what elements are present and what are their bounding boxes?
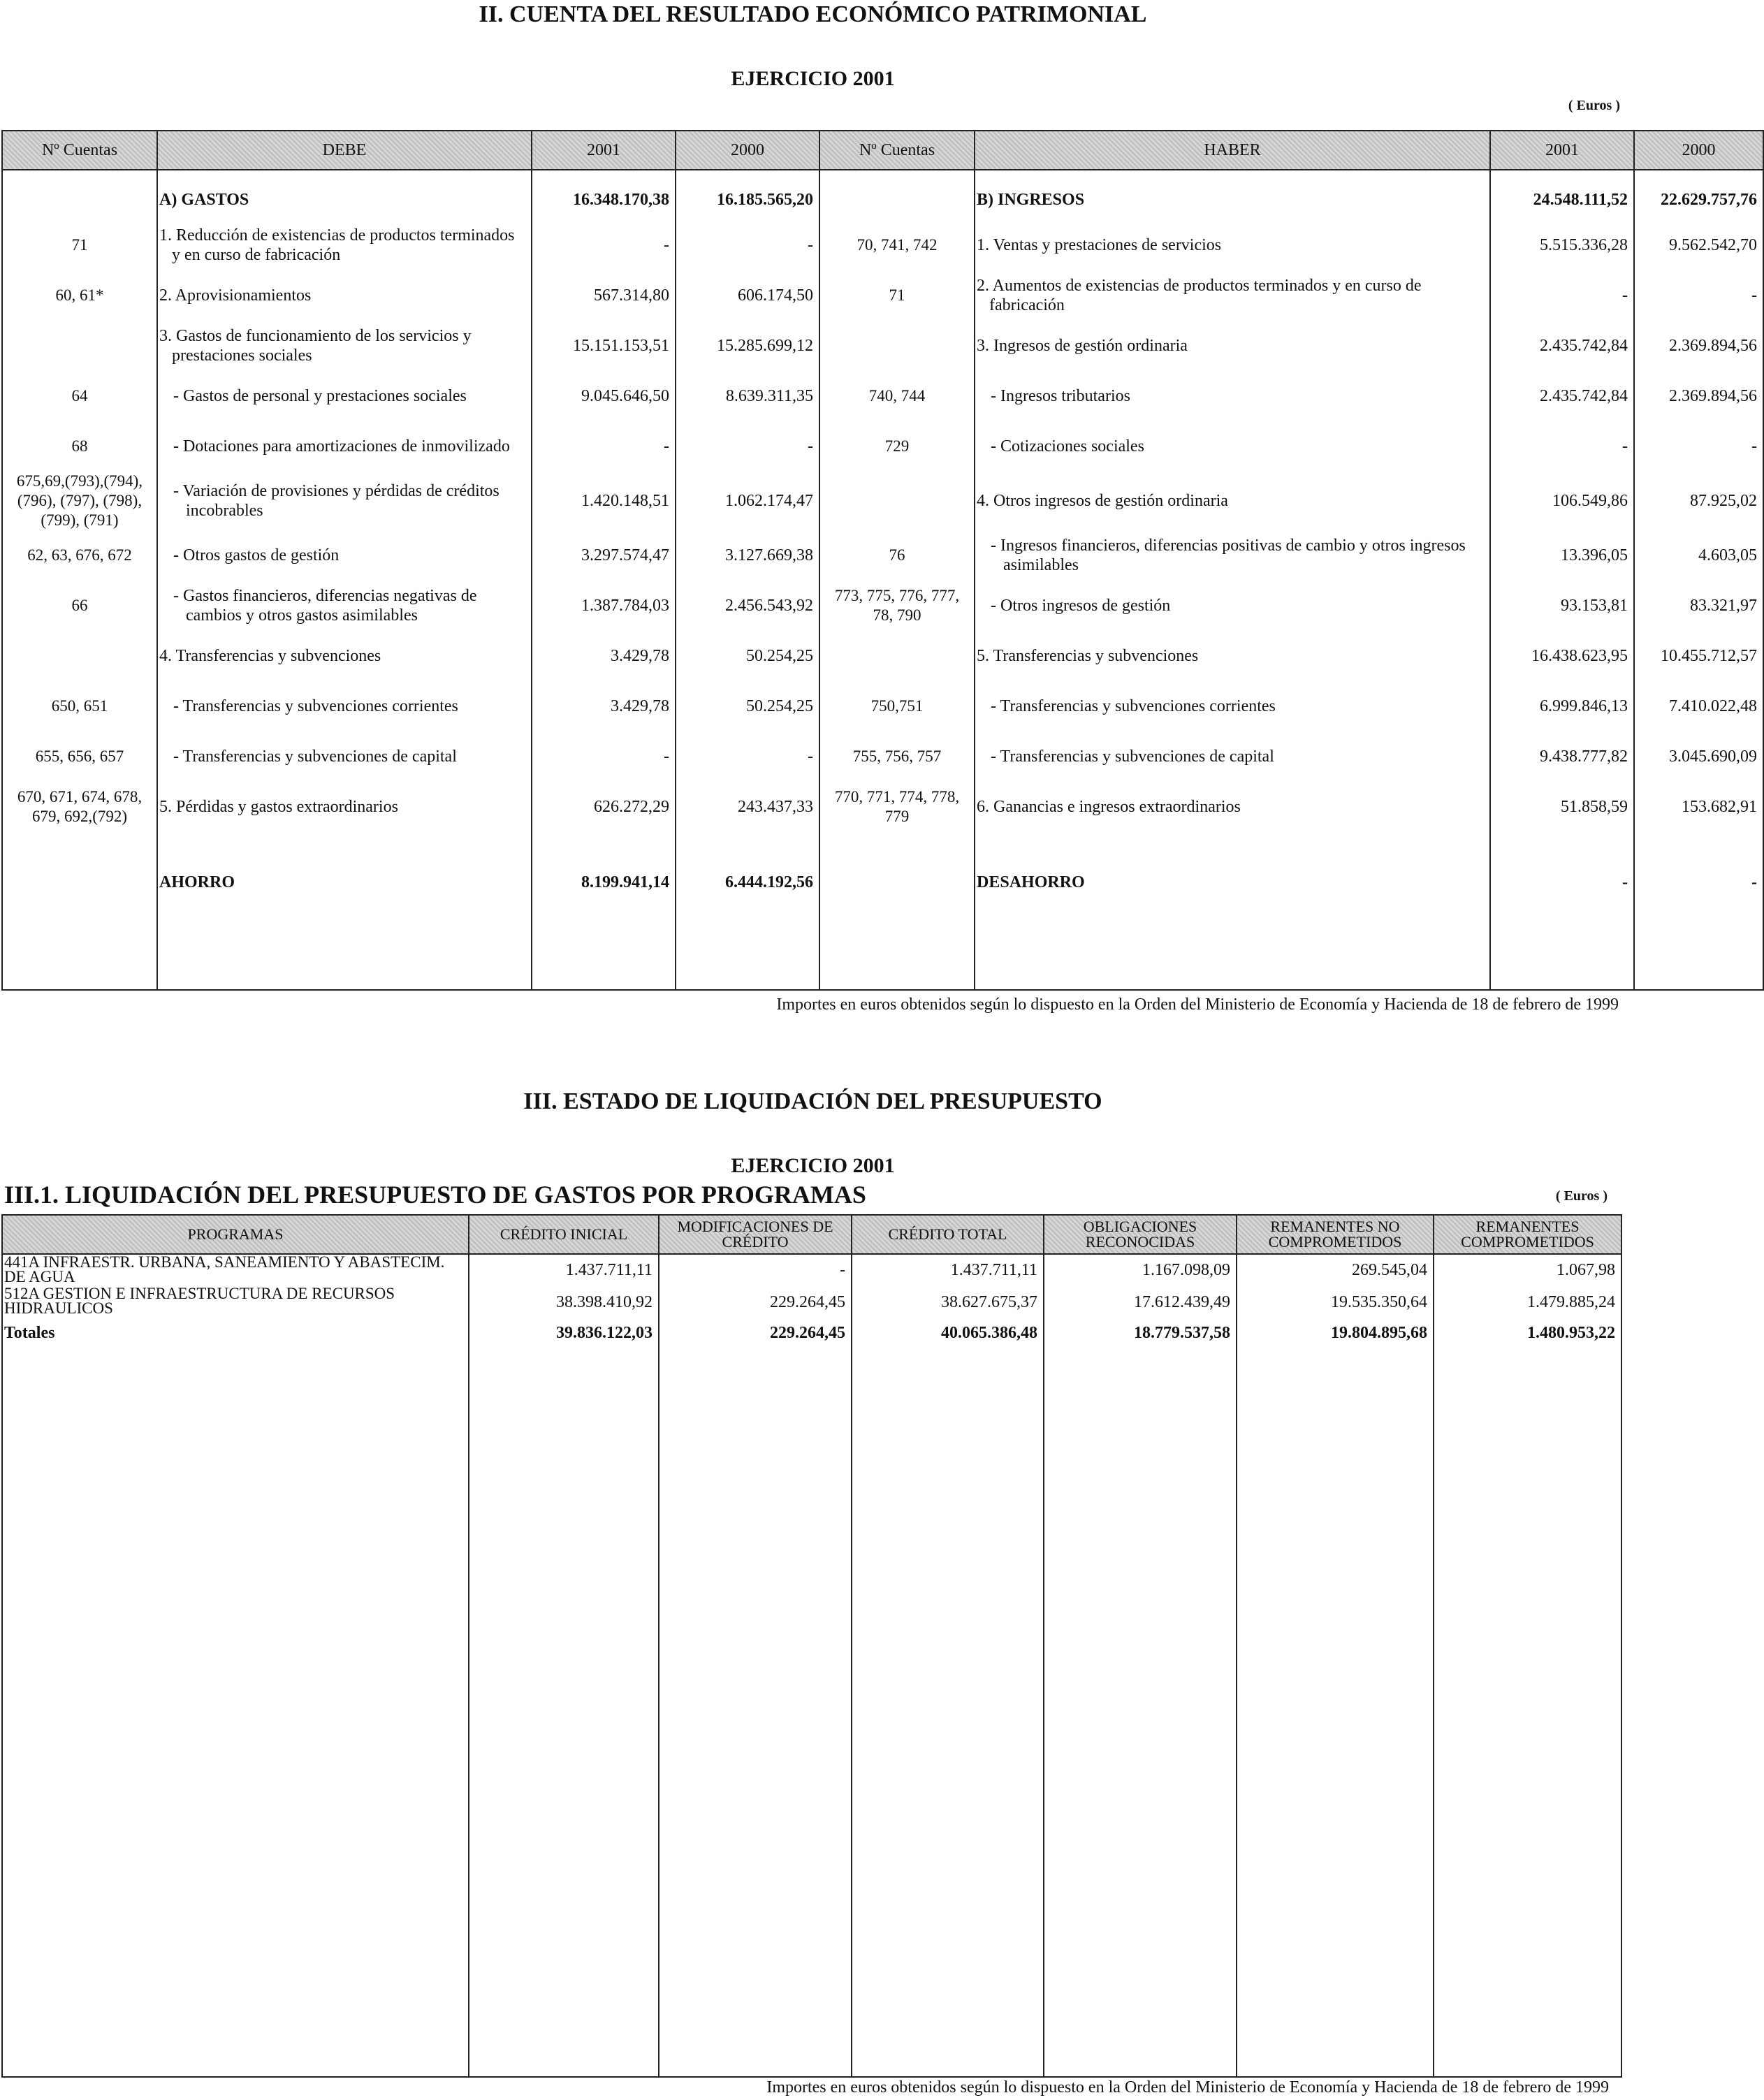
cuentas-debe-cell: 670, 671, 674, 678, 679, 692,(792) (2, 782, 157, 832)
debe-label-cell: 4. Transferencias y subvenciones (157, 631, 532, 681)
cuentas-haber-cell: 770, 771, 774, 778, 779 (819, 782, 975, 832)
debe-2000-cell: - (676, 220, 819, 270)
debe-2001-cell: 3.429,78 (532, 631, 676, 681)
header-credito-inicial: CRÉDITO INICIAL (469, 1215, 659, 1254)
resultado-header-row (2, 131, 1763, 170)
debe-2001-cell: 567.314,80 (532, 270, 676, 321)
debe-2000-cell: - (676, 731, 819, 782)
haber-label-cell: B) INGRESOS (975, 180, 1490, 220)
header-debe: DEBE (157, 131, 532, 170)
debe-label-cell: AHORRO (157, 832, 532, 933)
programa-cell: Totales (2, 1318, 469, 1348)
debe-2001-cell: - (532, 731, 676, 782)
filler-row (2, 933, 1763, 990)
programa-cell: 512A GESTION E INFRAESTRUCTURA DE RECURSOS HIDRAULICOS (2, 1286, 469, 1318)
haber-label-cell: 1. Ventas y prestaciones de servicios (975, 220, 1490, 270)
debe-2001-cell: 626.272,29 (532, 782, 676, 832)
debe-label-cell: - Variación de provisiones y pérdidas de créditos incobrables (157, 472, 532, 530)
cuentas-debe-cell (2, 832, 157, 933)
debe-2001-cell: - (532, 421, 676, 472)
debe-2000-cell: 6.444.192,56 (676, 832, 819, 933)
liquidacion-table (1, 1214, 1622, 2078)
haber-2000-cell: 3.045.690,09 (1634, 731, 1763, 782)
header-credito-total: CRÉDITO TOTAL (852, 1215, 1044, 1254)
totals-row (2, 1318, 1621, 1348)
debe-2001-cell: 1.420.148,51 (532, 472, 676, 530)
cuentas-debe-cell: 66 (2, 581, 157, 631)
header-remanentes: REMANENTES COMPROMETIDOS (1434, 1215, 1621, 1254)
haber-2001-cell: 2.435.742,84 (1490, 371, 1634, 421)
header-haber: HABER (975, 131, 1490, 170)
cuentas-haber-cell: 755, 756, 757 (819, 731, 975, 782)
cuentas-debe-cell: 64 (2, 371, 157, 421)
haber-2000-cell: 7.410.022,48 (1634, 681, 1763, 731)
debe-2000-cell: 8.639.311,35 (676, 371, 819, 421)
resultado-row (2, 731, 1763, 782)
debe-2000-cell: 15.285.699,12 (676, 321, 819, 371)
haber-label-cell: - Ingresos tributarios (975, 371, 1490, 421)
haber-2000-cell: 4.603,05 (1634, 530, 1763, 581)
haber-2000-cell: - (1634, 270, 1763, 321)
remanentes-cell: 1.480.953,22 (1434, 1318, 1621, 1348)
credito-total-cell: 38.627.675,37 (852, 1286, 1044, 1318)
haber-label-cell: 4. Otros ingresos de gestión ordinaria (975, 472, 1490, 530)
cuentas-haber-cell: 70, 741, 742 (819, 220, 975, 270)
haber-label-cell: - Otros ingresos de gestión (975, 581, 1490, 631)
debe-label-cell: A) GASTOS (157, 180, 532, 220)
debe-2000-cell: 50.254,25 (676, 681, 819, 731)
cuentas-haber-cell: 71 (819, 270, 975, 321)
resultado-row (2, 832, 1763, 933)
section3-note: Importes en euros obtenidos según lo dispuesto en la Orden del Ministerio de Economía y Hacienda de 18 de febrero de 1999 (766, 2078, 1609, 2097)
resultado-table (1, 130, 1764, 991)
debe-label-cell: - Dotaciones para amortizaciones de inmovilizado (157, 421, 532, 472)
haber-label-cell: - Ingresos financieros, diferencias positivas de cambio y otros ingresos asimilables (975, 530, 1490, 581)
obligaciones-cell: 17.612.439,49 (1044, 1286, 1237, 1318)
debe-2001-cell: 3.429,78 (532, 681, 676, 731)
header-2000: 2000 (676, 131, 819, 170)
debe-2000-cell: 2.456.543,92 (676, 581, 819, 631)
debe-2000-cell: 606.174,50 (676, 270, 819, 321)
resultado-row (2, 371, 1763, 421)
haber-2000-cell: 9.562.542,70 (1634, 220, 1763, 270)
debe-2001-cell: - (532, 220, 676, 270)
debe-label-cell: - Transferencias y subvenciones corrientes (157, 681, 532, 731)
cuentas-haber-cell: 750,751 (819, 681, 975, 731)
debe-label-cell: - Gastos financieros, diferencias negativas de cambios y otros gastos asimilables (157, 581, 532, 631)
header-remanentes-no: REMANENTES NO COMPROMETIDOS (1237, 1215, 1434, 1254)
cuentas-haber-cell: 729 (819, 421, 975, 472)
cuentas-haber-cell (819, 631, 975, 681)
debe-2001-cell: 16.348.170,38 (532, 180, 676, 220)
resultado-row (2, 631, 1763, 681)
debe-2001-cell: 3.297.574,47 (532, 530, 676, 581)
resultado-row (2, 180, 1763, 220)
debe-label-cell: - Transferencias y subvenciones de capital (157, 731, 532, 782)
debe-2000-cell: 3.127.669,38 (676, 530, 819, 581)
remanentes-no-cell: 19.535.350,64 (1237, 1286, 1434, 1318)
section3-ejercicio: EJERCICIO 2001 (731, 1154, 895, 1177)
cuentas-haber-cell (819, 321, 975, 371)
debe-2001-cell: 9.045.646,50 (532, 371, 676, 421)
modificaciones-cell: 229.264,45 (659, 1286, 852, 1318)
debe-label-cell: 2. Aprovisionamientos (157, 270, 532, 321)
credito-inicial-cell: 38.398.410,92 (469, 1286, 659, 1318)
credito-total-cell: 40.065.386,48 (852, 1318, 1044, 1348)
resultado-row (2, 681, 1763, 731)
resultado-row (2, 530, 1763, 581)
haber-2000-cell: - (1634, 421, 1763, 472)
haber-2001-cell: 2.435.742,84 (1490, 321, 1634, 371)
haber-label-cell: 2. Aumentos de existencias de productos terminados y en curso de fabricación (975, 270, 1490, 321)
haber-2000-cell: 2.369.894,56 (1634, 371, 1763, 421)
haber-label-cell: 3. Ingresos de gestión ordinaria (975, 321, 1490, 371)
credito-total-cell: 1.437.711,11 (852, 1254, 1044, 1286)
cuentas-haber-cell: 740, 744 (819, 371, 975, 421)
header-cuentas-haber: Nº Cuentas (819, 131, 975, 170)
cuentas-haber-cell: 773, 775, 776, 777, 78, 790 (819, 581, 975, 631)
haber-label-cell: - Transferencias y subvenciones de capital (975, 731, 1490, 782)
haber-2001-cell: 6.999.846,13 (1490, 681, 1634, 731)
debe-2000-cell: 243.437,33 (676, 782, 819, 832)
filler-row (2, 1348, 1621, 2077)
debe-2000-cell: 1.062.174,47 (676, 472, 819, 530)
cuentas-debe-cell: 655, 656, 657 (2, 731, 157, 782)
resultado-row (2, 270, 1763, 321)
header-modificaciones: MODIFICACIONES DE CRÉDITO (659, 1215, 852, 1254)
cuentas-haber-cell (819, 832, 975, 933)
debe-2001-cell: 8.199.941,14 (532, 832, 676, 933)
obligaciones-cell: 1.167.098,09 (1044, 1254, 1237, 1286)
obligaciones-cell: 18.779.537,58 (1044, 1318, 1237, 1348)
cuentas-debe-cell: 60, 61* (2, 270, 157, 321)
cuentas-debe-cell (2, 631, 157, 681)
debe-2001-cell: 15.151.153,51 (532, 321, 676, 371)
header-cuentas: Nº Cuentas (2, 131, 157, 170)
header-2000-haber: 2000 (1634, 131, 1763, 170)
resultado-row (2, 321, 1763, 371)
haber-label-cell: 5. Transferencias y subvenciones (975, 631, 1490, 681)
haber-2001-cell: 9.438.777,82 (1490, 731, 1634, 782)
section2-units: ( Euros ) (1568, 98, 1620, 113)
cuentas-haber-cell (819, 180, 975, 220)
haber-2001-cell: - (1490, 270, 1634, 321)
section3-subtitle: III.1. LIQUIDACIÓN DEL PRESUPUESTO DE GASTOS POR PROGRAMAS (4, 1181, 866, 1209)
haber-2000-cell: 153.682,91 (1634, 782, 1763, 832)
header-obligaciones: OBLIGACIONES RECONOCIDAS (1044, 1215, 1237, 1254)
haber-label-cell: - Cotizaciones sociales (975, 421, 1490, 472)
resultado-row (2, 581, 1763, 631)
resultado-row (2, 220, 1763, 270)
resultado-row (2, 421, 1763, 472)
haber-2001-cell: 51.858,59 (1490, 782, 1634, 832)
cuentas-haber-cell (819, 472, 975, 530)
haber-2001-cell: - (1490, 421, 1634, 472)
remanentes-cell: 1.479.885,24 (1434, 1286, 1621, 1318)
programa-row (2, 1286, 1621, 1318)
debe-label-cell: 1. Reducción de existencias de productos terminados y en curso de fabricación (157, 220, 532, 270)
debe-label-cell: 5. Pérdidas y gastos extraordinarios (157, 782, 532, 832)
cuentas-debe-cell (2, 321, 157, 371)
section2-ejercicio: EJERCICIO 2001 (731, 67, 895, 90)
header-2001: 2001 (532, 131, 676, 170)
resultado-row (2, 782, 1763, 832)
haber-2001-cell: 24.548.111,52 (1490, 180, 1634, 220)
debe-2000-cell: 50.254,25 (676, 631, 819, 681)
haber-2001-cell: 16.438.623,95 (1490, 631, 1634, 681)
credito-inicial-cell: 1.437.711,11 (469, 1254, 659, 1286)
cuentas-debe-cell: 62, 63, 676, 672 (2, 530, 157, 581)
debe-label-cell: 3. Gastos de funcionamiento de los servicios y prestaciones sociales (157, 321, 532, 371)
header-2001-haber: 2001 (1490, 131, 1634, 170)
liquidacion-header-row (2, 1215, 1621, 1254)
header-programas: PROGRAMAS (2, 1215, 469, 1254)
section2-note: Importes en euros obtenidos según lo dispuesto en la Orden del Ministerio de Economía y Hacienda de 18 de febrero de 1999 (776, 996, 1619, 1014)
haber-2001-cell: 93.153,81 (1490, 581, 1634, 631)
haber-2000-cell: 87.925,02 (1634, 472, 1763, 530)
remanentes-cell: 1.067,98 (1434, 1254, 1621, 1286)
debe-2000-cell: 16.185.565,20 (676, 180, 819, 220)
haber-label-cell: DESAHORRO (975, 832, 1490, 933)
cuentas-debe-cell: 68 (2, 421, 157, 472)
cuentas-debe-cell: 71 (2, 220, 157, 270)
modificaciones-cell: - (659, 1254, 852, 1286)
haber-2001-cell: 13.396,05 (1490, 530, 1634, 581)
haber-2001-cell: 5.515.336,28 (1490, 220, 1634, 270)
debe-2000-cell: - (676, 421, 819, 472)
cuentas-debe-cell: 650, 651 (2, 681, 157, 731)
spacer-row (2, 170, 1763, 180)
haber-2000-cell: 10.455.712,57 (1634, 631, 1763, 681)
remanentes-no-cell: 19.804.895,68 (1237, 1318, 1434, 1348)
haber-2001-cell: 106.549,86 (1490, 472, 1634, 530)
haber-2000-cell: 22.629.757,76 (1634, 180, 1763, 220)
remanentes-no-cell: 269.545,04 (1237, 1254, 1434, 1286)
modificaciones-cell: 229.264,45 (659, 1318, 852, 1348)
cuentas-haber-cell: 76 (819, 530, 975, 581)
haber-2001-cell: - (1490, 832, 1634, 933)
cuentas-debe-cell (2, 180, 157, 220)
debe-2001-cell: 1.387.784,03 (532, 581, 676, 631)
haber-2000-cell: - (1634, 832, 1763, 933)
haber-2000-cell: 2.369.894,56 (1634, 321, 1763, 371)
haber-2000-cell: 83.321,97 (1634, 581, 1763, 631)
section2-title: II. CUENTA DEL RESULTADO ECONÓMICO PATRIMONIAL (479, 1, 1147, 27)
section3-title: III. ESTADO DE LIQUIDACIÓN DEL PRESUPUESTO (523, 1088, 1102, 1114)
haber-label-cell: 6. Ganancias e ingresos extraordinarios (975, 782, 1490, 832)
programa-cell: 441A INFRAESTR. URBANA, SANEAMIENTO Y ABASTECIM. DE AGUA (2, 1254, 469, 1286)
section3-units: ( Euros ) (1555, 1188, 1608, 1204)
debe-label-cell: - Otros gastos de gestión (157, 530, 532, 581)
cuentas-debe-cell: 675,69,(793),(794), (796), (797), (798), (799), (791) (2, 472, 157, 530)
resultado-row (2, 472, 1763, 530)
credito-inicial-cell: 39.836.122,03 (469, 1318, 659, 1348)
debe-label-cell: - Gastos de personal y prestaciones sociales (157, 371, 532, 421)
haber-label-cell: - Transferencias y subvenciones corrientes (975, 681, 1490, 731)
programa-row (2, 1254, 1621, 1286)
